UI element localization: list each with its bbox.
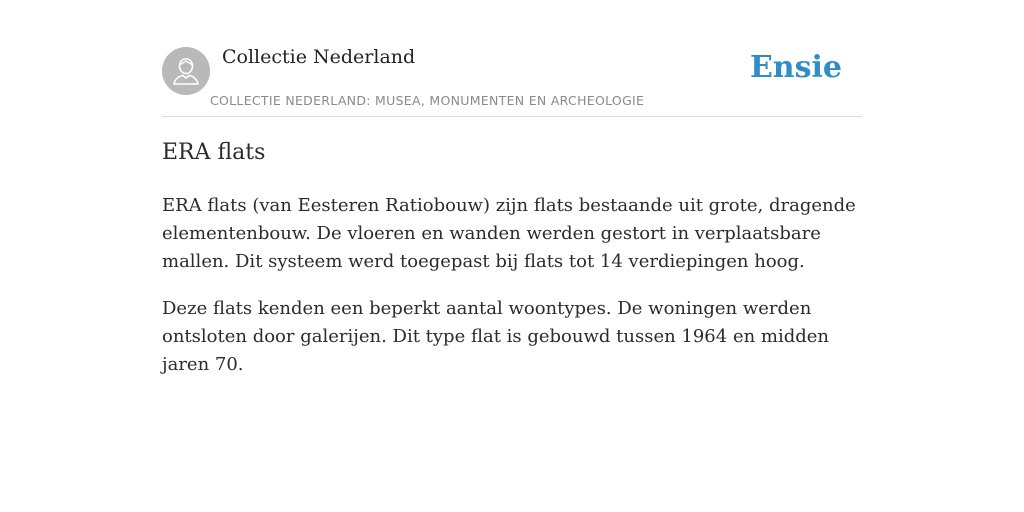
article-title: ERA flats xyxy=(162,140,266,165)
avatar[interactable] xyxy=(162,47,210,95)
article-paragraph: Deze flats kenden een beperkt aantal woontypes. De woningen werden ontsloten door galerijen. Dit type flat is gebouwd tussen 1964 en midden jaren 70. xyxy=(162,298,830,375)
author-name[interactable]: Collectie Nederland xyxy=(222,46,416,68)
brand-logo[interactable]: Ensie xyxy=(749,50,842,85)
article-body xyxy=(162,192,862,398)
user-icon xyxy=(162,47,210,95)
author-header xyxy=(162,0,862,117)
page-container xyxy=(162,0,862,375)
article-paragraph: ERA flats (van Eesteren Ratiobouw) zijn flats bestaande uit grote, dragende elementenbouw. De vloeren en wanden werden gestort in verplaatsbare mallen. Dit systeem werd toegepast bij flats tot 14 verdiepingen hoog. xyxy=(162,195,856,272)
author-subtitle: COLLECTIE NEDERLAND: MUSEA, MONUMENTEN EN ARCHEOLOGIE xyxy=(210,93,645,108)
